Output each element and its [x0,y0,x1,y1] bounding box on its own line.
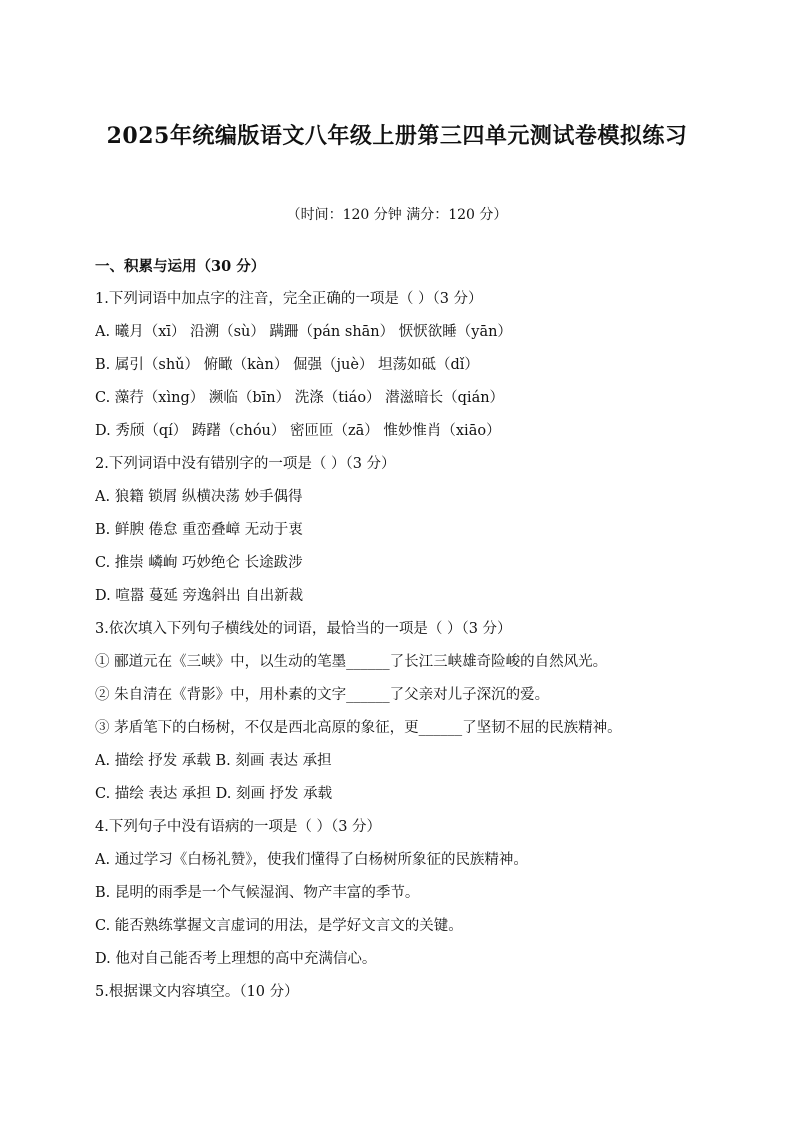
question-text: 1.下列词语中加点字的注音，完全正确的一项是（ ）（3 分） [95,291,483,307]
option-text: ① 郦道元在《三峡》中，以生动的笔墨______了长江三峡雄奇险峻的自然风光。 [95,654,608,670]
option-text: B. 属引（shǔ） 俯瞰（kàn） 倔强（juè） 坦荡如砥（dǐ） [95,357,479,373]
option-text: D. 他对自己能否考上理想的高中充满信心。 [95,951,377,967]
question-text: 2.下列词语中没有错别字的一项是（ ）（3 分） [95,456,396,472]
option-text: C. 藻荇（xìng） 濒临（bīn） 洗涤（tiáo） 潜滋暗长（qián） [95,390,505,406]
section-heading: 一、积累与运用（30 分） [95,258,266,275]
option-text: A. 曦月（xī） 沿溯（sù） 蹒跚（pán shān） 恹恹欲睡（yān） [95,324,512,340]
option-text: D. 喧嚣 蔓延 旁逸斜出 自出新裁 [95,588,304,604]
option-text: A. 描绘 抒发 承载 B. 刻画 表达 承担 [95,753,332,769]
question-text: 4.下列句子中没有语病的一项是（ ）（3 分） [95,819,382,835]
option-text: A. 狼籍 锁屑 纵横决荡 妙手偶得 [95,489,303,505]
option-text: ② 朱自清在《背影》中，用朴素的文字______了父亲对儿子深沉的爱。 [95,687,550,703]
option-text: B. 昆明的雨季是一个气候湿润、物产丰富的季节。 [95,885,420,901]
option-text: A. 通过学习《白杨礼赞》，使我们懂得了白杨树所象征的民族精神。 [95,852,528,868]
option-text: C. 描绘 表达 承担 D. 刻画 抒发 承载 [95,786,333,802]
option-text: C. 能否熟练掌握文言虚词的用法，是学好文言文的关键。 [95,918,463,934]
option-text: ③ 茅盾笔下的白杨树，不仅是西北高原的象征，更______了坚韧不屈的民族精神。 [95,720,622,736]
option-text: B. 鲜腴 倦怠 重峦叠嶂 无动于衷 [95,522,303,538]
question-list [95,250,715,1009]
document-subtitle: （时间：120 分钟 满分：120 分） [286,207,508,223]
question-text: 3.依次填入下列句子横线处的词语，最恰当的一项是（ ）（3 分） [95,621,512,637]
document-title: 2025年统编版语文八年级上册第三四单元测试卷模拟练习 [106,123,688,149]
option-text: C. 推崇 嶙峋 巧妙绝仑 长途跋涉 [95,555,303,571]
question-text: 5.根据课文内容填空。（10 分） [95,984,299,1000]
option-text: D. 秀颀（qí） 踌躇（chóu） 密匝匝（zā） 惟妙惟肖（xiāo） [95,423,501,439]
